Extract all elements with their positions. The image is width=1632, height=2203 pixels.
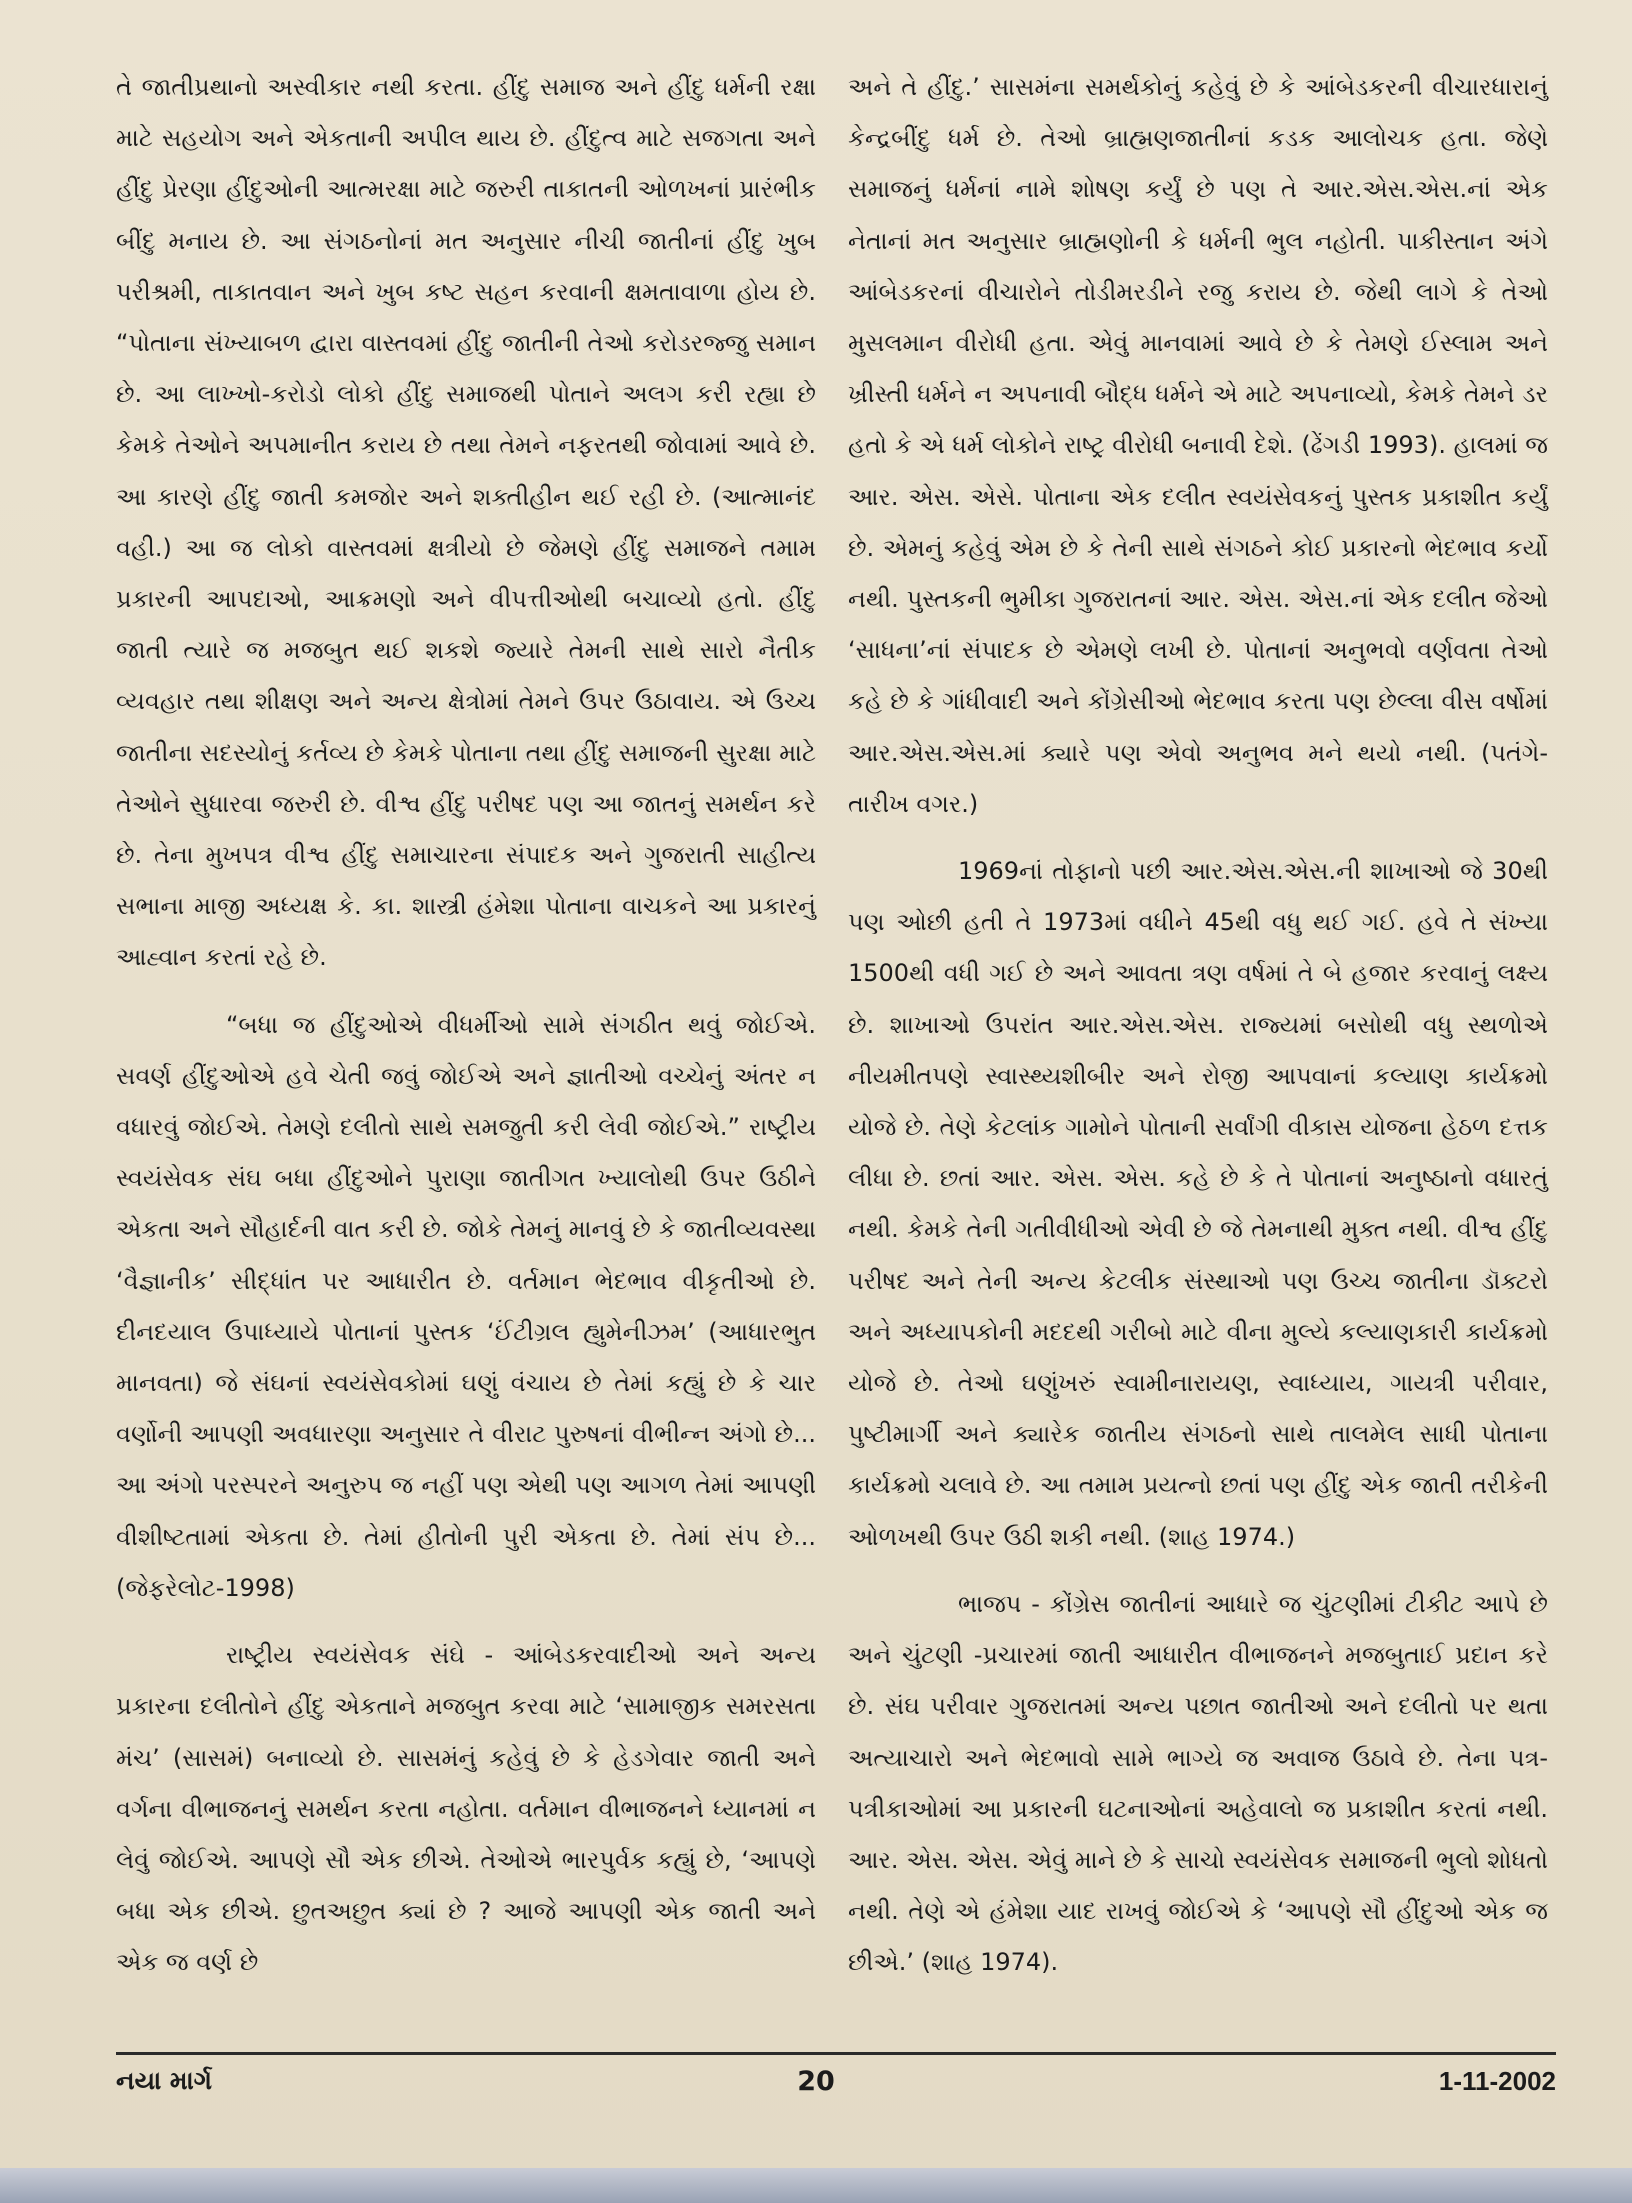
left-text-column <box>116 62 816 1989</box>
paragraph: ભાજપ - કોંગ્રેસ જાતીનાં આધારે જ ચુંટણીમાં ટીકીટ આપે છે અને ચુંટણી -પ્રચારમાં જાતી આધારીત વીભાજનને મજબુતાઈ પ્રદાન કરે છે. સંઘ પરીવાર ગુજરાતમાં અન્ય પછાત જાતીઓ અને દલીતો પર થતા અત્યાચારો અને ભેદભાવો સામે ભાગ્યે જ અવાજ ઉઠાવે છે. તેના પત્ર-પત્રીકાઓમાં આ પ્રકારની ઘટનાઓનાં અહેવાલો જ પ્રકાશીત કરતાં નથી. આર. એસ. એસ. એવું માને છે કે સાચો સ્વયંસેવક સમાજની ભુલો શોધતો નથી. તેણે એ હંમેશા યાદ રાખવું જોઈએ કે ‘આપણે સૌ હીંદુઓ એક જ છીએ.’ (શાહ 1974). <box>848 1589 1548 1977</box>
paragraph: તે જાતીપ્રથાનો અસ્વીકાર નથી કરતા. હીંદુ સમાજ અને હીંદુ ધર્મની રક્ષા માટે સહયોગ અને એકતાની અપીલ થાય છે. હીંદુત્વ માટે સજગતા અને હીંદુ પ્રેરણા હીંદુઓની આત્મરક્ષા માટે જરુરી તાકાતની ઓળખનાં પ્રારંભીક બીંદુ મનાય છે. આ સંગઠનોનાં મત અનુસાર નીચી જાતીનાં હીંદુ ખુબ પરીશ્રમી, તાકાતવાન અને ખુબ કષ્ટ સહન કરવાની ક્ષમતાવાળા હોય છે. “પોતાના સંખ્યાબળ દ્વારા વાસ્તવમાં હીંદુ જાતીની તેઓ કરોડરજ્જુ સમાન છે. આ લાખ્ખો-કરોડો લોકો હીંદુ સમાજથી પોતાને અલગ કરી રહ્યા છે કેમકે તેઓને અપમાનીત કરાય છે તથા તેમને નફરતથી જોવામાં આવે છે. આ કારણે હીંદુ જાતી કમજોર અને શક્તીહીન થઈ રહી છે. (આત્માનંદ વહી.) આ જ લોકો વાસ્તવમાં ક્ષત્રીયો છે જેમણે હીંદુ સમાજને તમામ પ્રકારની આપદાઓ, આક્રમણો અને વીપત્તીઓથી બચાવ્યો હતો. હીંદુ જાતી ત્યારે જ મજબુત થઈ શકશે જ્યારે તેમની સાથે સારો નૈતીક વ્યવહાર તથા શીક્ષણ અને અન્ય ક્ષેત્રોમાં તેમને ઉપર ઉઠાવાય. એ ઉચ્ચ જાતીના સદસ્યોનું કર્તવ્ય છે કેમકે પોતાના તથા હીંદુ સમાજની સુરક્ષા માટે તેઓને સુધારવા જરુરી છે. વીશ્વ હીંદુ પરીષદ પણ આ જાતનું સમર્થન કરે છે. તેના મુખપત્ર વીશ્વ હીંદુ સમાચારના સંપાદક અને ગુજરાતી સાહીત્ય સભાના માજી અધ્યક્ષ કે. કા. શાસ્ત્રી હંમેશા પોતાના વાચકને આ પ્રકારનું આહ્વાન કરતાં રહે છે. <box>116 73 816 972</box>
magazine-name: નયા માર્ગ <box>116 2066 212 2095</box>
paragraph: “બધા જ હીંદુઓએ વીધર્મીઓ સામે સંગઠીત થવું જોઈએ. સવર્ણ હીંદુઓએ હવે ચેતી જવું જોઈએ અને જ્ઞાતીઓ વચ્ચેનું અંતર ન વધારવું જોઈએ. તેમણે દલીતો સાથે સમજુતી કરી લેવી જોઈએ.” રાષ્ટ્રીય સ્વયંસેવક સંઘ બધા હીંદુઓને પુરાણા જાતીગત ખ્યાલોથી ઉપર ઉઠીને એકતા અને સૌહાર્દની વાત કરી છે. જોકે તેમનું માનવું છે કે જાતીવ્યવસ્થા ‘વૈજ્ઞાનીક’ સીદ્ધાંત પર આધારીત છે. વર્તમાન ભેદભાવ વીકૃતીઓ છે. દીનદયાલ ઉપાધ્યાયે પોતાનાં પુસ્તક ‘ઈંટીગ્રલ હ્યુમેનીઝમ’ (આધારભુત માનવતા) જે સંઘનાં સ્વયંસેવકોમાં ઘણું વંચાય છે તેમાં કહ્યું છે કે ચાર વર્ણોની આપણી અવધારણા અનુસાર તે વીરાટ પુરુષનાં વીભીન્ન અંગો છે... આ અંગો પરસ્પરને અનુરુપ જ નહીં પણ એથી પણ આગળ તેમાં આપણી વીશીષ્ટતામાં એકતા છે. તેમાં હીતોની પુરી એકતા છે. તેમાં સંપ છે... (જેફરેલોટ-1998) <box>116 1010 816 1602</box>
paragraph: અને તે હીંદુ.’ સાસમંના સમર્થકોનું કહેવું છે કે આંબેડકરની વીચારધારાનું કેન્દ્રબીંદુ ધર્મ છે. તેઓ બ્રાહ્મણજાતીનાં કડક આલોચક હતા. જેણે સમાજનું ધર્મનાં નામે શોષણ કર્યું છે પણ તે આર.એસ.એસ.નાં એક નેતાનાં મત અનુસાર બ્રાહ્મણોની કે ધર્મની ભુલ નહોતી. પાકીસ્તાન અંગે આંબેડકરનાં વીચારોને તોડીમરડીને રજુ કરાય છે. જેથી લાગે કે તેઓ મુસલમાન વીરોધી હતા. એવું માનવામાં આવે છે કે તેમણે ઈસ્લામ અને ખ્રીસ્તી ધર્મને ન અપનાવી બૌદ્ધ ધર્મને એ માટે અપનાવ્યો, કેમકે તેમને ડર હતો કે એ ધર્મ લોકોને રાષ્ટ્ર વીરોધી બનાવી દેશે. (ઢેંગડી 1993). હાલમાં જ આર. એસ. એસે. પોતાના એક દલીત સ્વયંસેવકનું પુસ્તક પ્રકાશીત કર્યું છે. એમનું કહેવું એમ છે કે તેની સાથે સંગઠને કોઈ પ્રકારનો ભેદભાવ કર્યો નથી. પુસ્તકની ભુમીકા ગુજરાતનાં આર. એસ. એસ.નાં એક દલીત જેઓ ‘સાધના’નાં સંપાદક છે એમણે લખી છે. પોતાનાં અનુભવો વર્ણવતા તેઓ કહે છે કે ગાંધીવાદી અને કોંગ્રેસીઓ ભેદભાવ કરતા પણ છેલ્લા વીસ વર્ષોમાં આર.એસ.એસ.માં ક્યારે પણ એવો અનુભવ મને થયો નથી. (પતંગે-તારીખ વગર.) <box>848 73 1548 818</box>
issue-date: 1-11-2002 <box>1438 2066 1556 2096</box>
page-number: 20 <box>797 2066 835 2097</box>
right-text-column <box>848 62 1548 1989</box>
paragraph: રાષ્ટ્રીય સ્વયંસેવક સંઘે - આંબેડકરવાદીઓ અને અન્ય પ્રકારના દલીતોને હીંદુ એકતાને મજબુત કરવા માટે ‘સામાજીક સમરસતા મંચ’ (સાસમં) બનાવ્યો છે. સાસમંનું કહેવું છે કે હેડગેવાર જાતી અને વર્ગના વીભાજનનું સમર્થન કરતા નહોતા. વર્તમાન વીભાજનને ધ્યાનમાં ન લેવું જોઈએ. આપણે સૌ એક છીએ. તેઓએ ભારપુર્વક કહ્યું છે, ‘આપણે બધા એક છીએ. છુતઅછુત ક્યાં છે ? આજે આપણી એક જાતી અને એક જ વર્ણ છે <box>116 1641 816 1977</box>
footer-divider <box>116 2052 1556 2055</box>
paragraph: 1969નાં તોફાનો પછી આર.એસ.એસ.ની શાખાઓ જે 30થી પણ ઓછી હતી તે 1973માં વધીને 45થી વધુ થઈ ગઈ. હવે તે સંખ્યા 1500થી વધી ગઈ છે અને આવતા ત્રણ વર્ષમાં તે બે હજાર કરવાનું લક્ષ્ય છે. શાખાઓ ઉપરાંત આર.એસ.એસ. રાજ્યમાં બસોથી વધુ સ્થળોએ નીયમીતપણે સ્વાસ્થ્યશીબીર અને રોજી આપવાનાં કલ્યાણ કાર્યક્રમો યોજે છે. તેણે કેટલાંક ગામોને પોતાની સર્વાંગી વીકાસ યોજના હેઠળ દત્તક લીધા છે. છતાં આર. એસ. એસ. કહે છે કે તે પોતાનાં અનુષ્ઠાનો વધારતું નથી. કેમકે તેની ગતીવીધીઓ એવી છે જે તેમનાથી મુક્ત નથી. વીશ્વ હીંદુ પરીષદ અને તેની અન્ય કેટલીક સંસ્થાઓ પણ ઉચ્ચ જાતીના ડૉક્ટરો અને અધ્યાપકોની મદદથી ગરીબો માટે વીના મુલ્યે કલ્યાણકારી કાર્યક્રમો યોજે છે. તેઓ ઘણુંખરું સ્વામીનારાયણ, સ્વાધ્યાય, ગાયત્રી પરીવાર, પુષ્ટીમાર્ગી અને ક્યારેક જાતીય સંગઠનો સાથે તાલમેલ સાધી પોતાના કાર્યક્રમો ચલાવે છે. આ તમામ પ્રયત્નો છતાં પણ હીંદુ એક જાતી તરીકેની ઓળખથી ઉપર ઉઠી શકી નથી. (શાહ 1974.) <box>848 857 1548 1551</box>
scan-bottom-edge <box>0 2168 1632 2203</box>
